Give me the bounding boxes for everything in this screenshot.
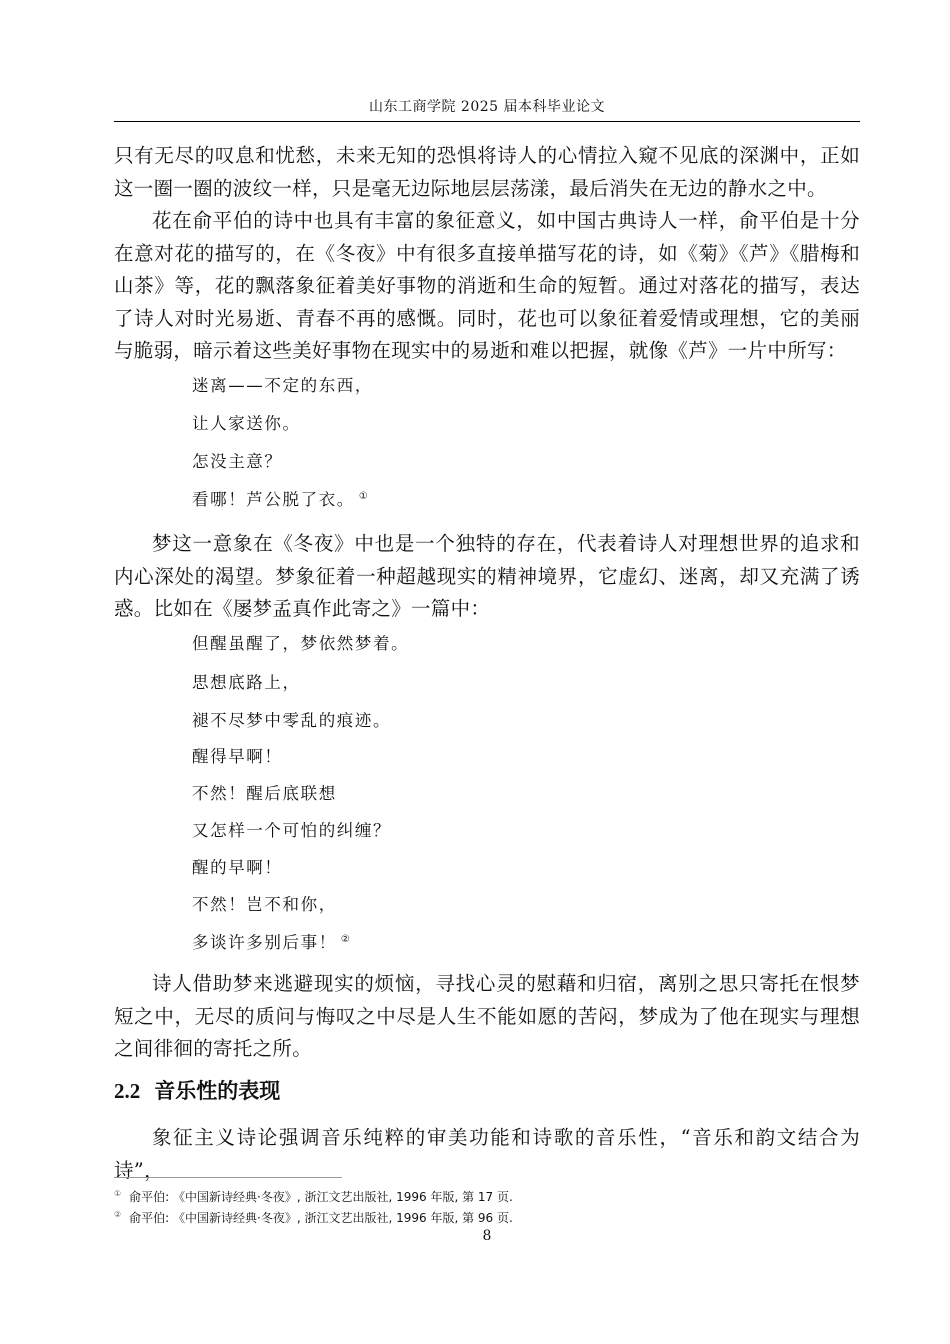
footnote-1 bbox=[114, 1188, 513, 1205]
footnote-2 bbox=[114, 1209, 513, 1226]
poem1-line-3: 怎没主意？ bbox=[192, 452, 283, 471]
paragraph-music: 象征主义诗论强调音乐纯粹的审美功能和诗歌的音乐性，“音乐和韵文结合为诗”， bbox=[114, 1126, 860, 1182]
poem2-line-6: 又怎样一个可怕的纠缠？ bbox=[192, 821, 392, 840]
section-title: 音乐性的表现 bbox=[154, 1078, 281, 1103]
poem2-line-2: 思想底路上， bbox=[192, 673, 301, 692]
section-number: 2.2 bbox=[114, 1079, 141, 1103]
poem2-line-9 bbox=[192, 929, 350, 953]
footnote-separator bbox=[114, 1177, 342, 1178]
poem1-line-2: 让人家送你。 bbox=[192, 414, 301, 433]
poem2-line-8: 不然！岂不和你， bbox=[192, 895, 337, 914]
poem2-line-5: 不然！醒后底联想 bbox=[192, 784, 337, 803]
paragraph-flower-symbolism: 花在俞平伯的诗中也具有丰富的象征意义，如中国古典诗人一样，俞平伯是十分在意对花的描写的，在《冬夜》中有很多直接单描写花的诗，如《菊》《芦》《腊梅和山茶》等，花的飘落象征着美好事物的消逝和生命的短暂。通过对落花的描写，表达了诗人对时光易逝、青春不再的感慨。同时，花也可以象征着爱情或理想，它的美丽与脆弱，暗示着这些美好事物在现实中的易逝和难以把握，就像《芦》一片中所写： bbox=[114, 209, 860, 362]
page-number: 8 bbox=[482, 1228, 492, 1244]
header-rule bbox=[114, 121, 860, 122]
footnote-1-mark: ① bbox=[114, 1189, 122, 1198]
poem2-line-1: 但醒虽醒了，梦依然梦着。 bbox=[192, 634, 410, 653]
poem2-line-4: 醒得早啊！ bbox=[192, 747, 283, 766]
poem1-line-4-text: 看哪！芦公脱了衣。 bbox=[192, 490, 355, 509]
footnote-1-text: 俞平伯: 《中国新诗经典·冬夜》, 浙江文艺出版社, 1996 年版, 第 17 页. bbox=[129, 1190, 513, 1204]
poem2-line-3: 褪不尽梦中零乱的痕迹。 bbox=[192, 711, 392, 730]
paragraph-dream-escape: 诗人借助梦来逃避现实的烦恼，寻找心灵的慰藉和归宿，离别之思只寄托在恨梦短之中，无尽的质问与悔叹之中尽是人生不能如愿的苦闷，梦成为了他在现实与理想之间徘徊的寄托之所。 bbox=[114, 972, 860, 1060]
footnote-ref-1[interactable]: ① bbox=[358, 490, 368, 502]
poem2-line-9-text: 多谈许多别后事！ bbox=[192, 933, 337, 952]
running-header: 山东工商学院 2025 届本科毕业论文 bbox=[368, 99, 606, 115]
footnote-ref-2[interactable]: ② bbox=[340, 933, 350, 945]
poem1-line-4 bbox=[192, 486, 368, 510]
poem2-line-7: 醒的早啊！ bbox=[192, 858, 283, 877]
footnote-2-mark: ② bbox=[114, 1210, 122, 1219]
paragraph-continuation: 只有无尽的叹息和忧愁，未来无知的恐惧将诗人的心情拉入窥不见底的深渊中，正如这一圈一圈的波纹一样，只是毫无边际地层层荡漾，最后消失在无边的静水之中。 bbox=[114, 144, 860, 200]
poem1-line-1: 迷离——不定的东西， bbox=[192, 376, 373, 395]
paragraph-dream-symbolism: 梦这一意象在《冬夜》中也是一个独特的存在，代表着诗人对理想世界的追求和内心深处的渴望。梦象征着一种超越现实的精神境界，它虚幻、迷离，却又充满了诱惑。比如在《屡梦孟真作此寄之》一篇中： bbox=[114, 532, 860, 620]
section-heading bbox=[114, 1075, 280, 1105]
footnote-2-text: 俞平伯: 《中国新诗经典·冬夜》, 浙江文艺出版社, 1996 年版, 第 96 页. bbox=[129, 1211, 513, 1225]
